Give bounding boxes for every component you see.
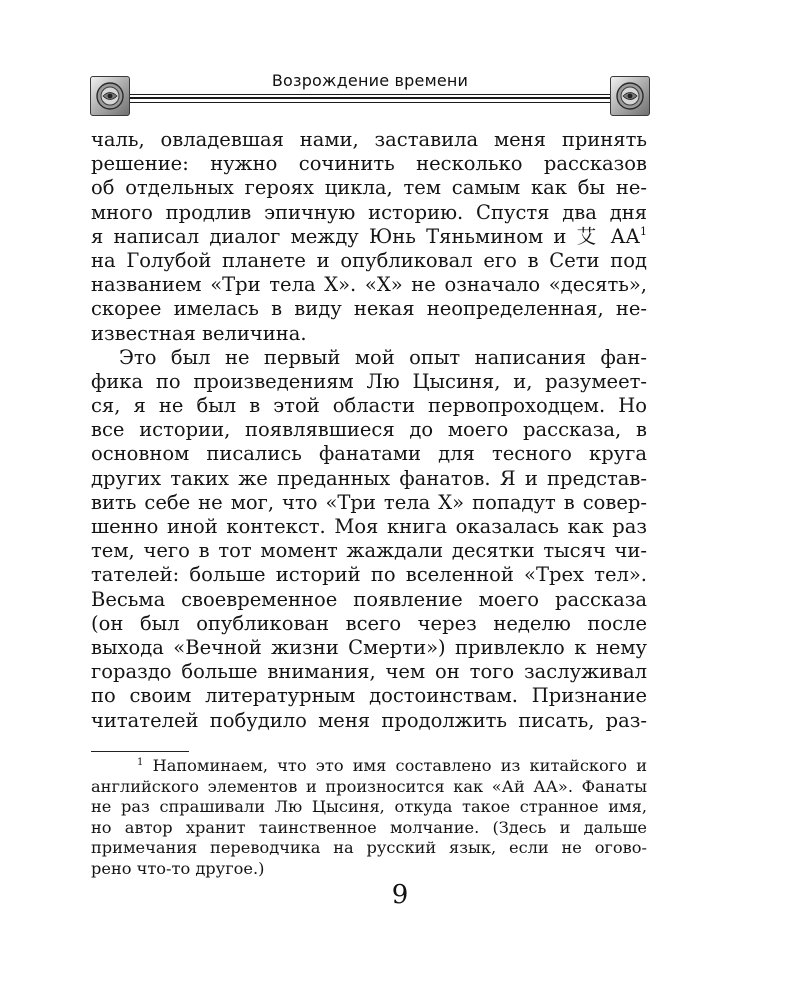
text-line: (он был опубликован всего через неделю после [91,611,647,635]
text-line: гораздо больше внимания, чем он того заслуживал [91,660,647,684]
text-line: названием «Три тела X». «X» не означало «десять», [91,273,647,297]
book-emblem-icon [90,76,130,116]
footnote [91,756,647,880]
text-line: основном писались фанатами для тесного круга [91,442,647,466]
text-line: вить себе не мог, что «Три тела X» попадут в совер- [91,490,647,514]
text-line: других таких же преданных фанатов. Я и представ- [91,466,647,490]
text-line: Это был не первый мой опыт написания фан- [119,345,647,369]
text-line: Весьма своевременное появление моего рассказа [91,587,647,611]
footnote-line: не раз спрашивали Лю Цысиня, откуда такое странное имя, [91,797,647,817]
text-line: все истории, появлявшиеся до моего рассказа, в [91,418,647,442]
footnote-line: но автор хранит таинственное молчание. (Здесь и дальше [91,817,647,837]
text-line: известная величина. [91,321,307,345]
footnote-line: примечания переводчика на русский язык, если не огово- [91,838,647,858]
footnote-line: английского элементов и произносится как «Ай АА». Фанаты [91,776,647,796]
text-line: выхода «Вечной жизни Смерти») привлекло к нему [91,635,647,659]
text-line: читателей побудило меня продолжить писать, раз- [91,708,647,732]
text-line: шенно иной контекст. Моя книга оказалась как раз [91,515,647,538]
text-line: об отдельных героях цикла, тем самым как бы не- [91,176,647,200]
text-line: тем, чего в тот момент жаждали десятки тысяч чи- [91,539,647,563]
text-line: решение: нужно сочинить несколько рассказов [91,152,647,176]
text-line: скорее имелась в виду некая неопределенная, не- [91,297,647,321]
footnote-line: рено что-то другое.) [91,858,265,878]
text-line: я написал диалог между Юнь Тяньмином и 艾 $АА^1$ [91,224,647,248]
running-header [90,71,650,120]
text-line: тателей: больше историй по вселенной «Трех тел». [91,563,647,587]
header-rule-middle [130,97,610,99]
page-number: 9 [391,880,409,910]
main-text [91,128,647,733]
footnote-separator [91,751,189,752]
text-line: ся, я не был в этой области первопроходцем. Но [91,394,647,418]
footnote-line: $^1$ Напоминаем, что это имя составлено из китайского и [137,756,647,775]
footnote-marker: 1 [137,757,144,768]
text-line: по своим литературным достоинствам. Признание [91,684,647,708]
footnote-reference: 1 [640,224,647,238]
text-line: много продлив эпичную историю. Спустя два дня [91,200,647,224]
book-emblem-icon [610,76,650,116]
text-line: фика по произведениям Лю Цысиня, и, разумеет- [91,369,647,393]
header-rule-top [130,94,610,95]
text-line: на Голубой планете и опубликовал его в Сети под [91,248,647,272]
running-header-title: Возрождение времени [130,71,610,90]
header-rule-bottom [130,102,610,103]
text-line: чаль, овладевшая нами, заставила меня принять [91,128,647,151]
